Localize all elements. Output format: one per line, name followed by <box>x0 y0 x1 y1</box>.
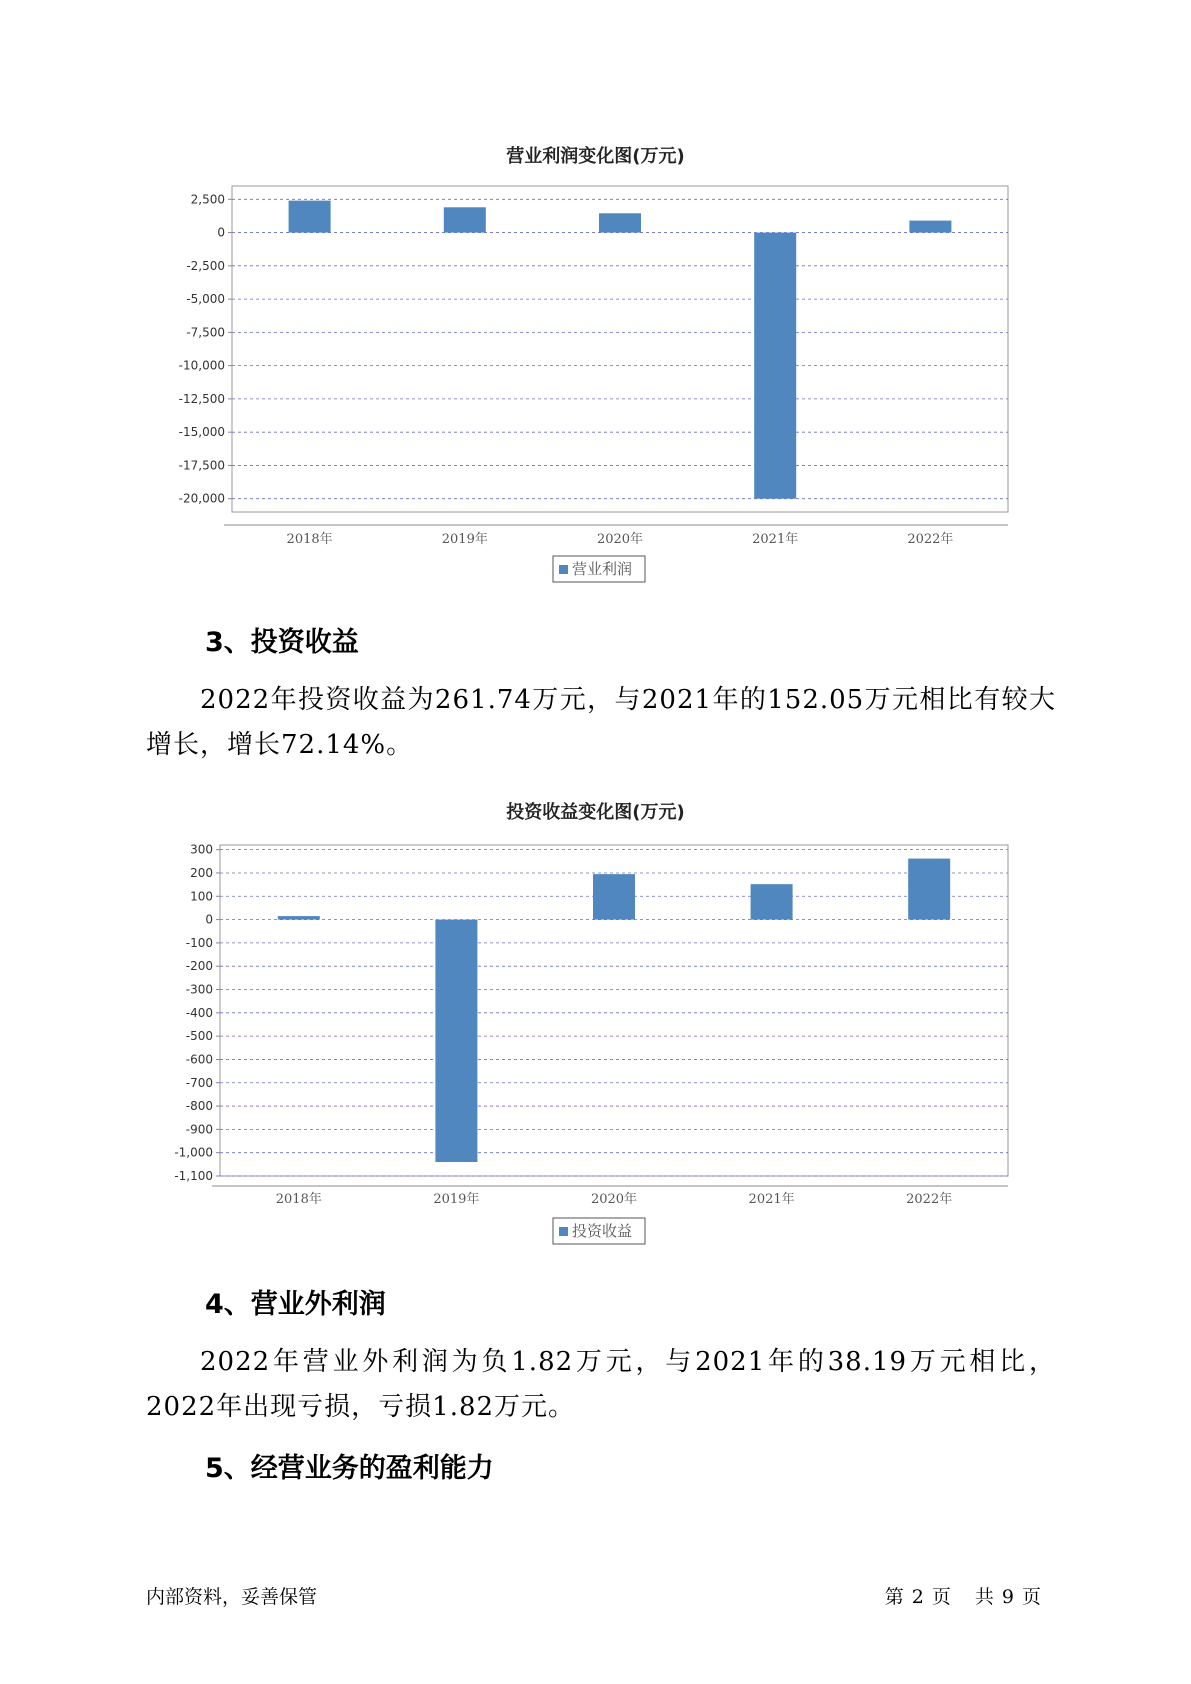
y-tick-label: 100 <box>190 889 213 904</box>
y-tick-label: 2,500 <box>190 192 225 207</box>
x-tick-label: 2019年 <box>433 1192 480 1207</box>
section-4-text: 2022年营业外利润为负1.82万元，与2021年的38.19万元相比，2022年出现亏损，亏损1.82万元。 <box>146 1347 1056 1422</box>
y-tick-label: -300 <box>185 982 213 997</box>
y-tick-label: -7,500 <box>186 325 225 340</box>
footer-confidential-note: 内部资料，妥善保管 <box>146 1586 318 1608</box>
y-tick-label: -2,500 <box>186 258 225 273</box>
y-tick-label: 300 <box>190 842 213 857</box>
y-tick-label: -20,000 <box>178 491 225 506</box>
footer-total-label: 共 <box>974 1586 994 1608</box>
bar-2022年 <box>908 859 950 920</box>
y-tick-label: 200 <box>190 865 213 880</box>
x-tick-label: 2018年 <box>275 1192 322 1207</box>
x-tick-label: 2022年 <box>906 1192 953 1207</box>
y-tick-label: -600 <box>185 1052 213 1067</box>
footer-total-pages: 9 <box>1001 1586 1014 1608</box>
footer-page-number: 2 <box>911 1586 924 1608</box>
y-tick-label: -1,000 <box>174 1145 213 1160</box>
x-tick-label: 2021年 <box>748 1192 795 1207</box>
footer-total-unit: 页 <box>1021 1586 1041 1608</box>
x-tick-label: 2018年 <box>286 532 333 547</box>
bar-2018年 <box>278 916 320 919</box>
section-4-heading: 4、营业外利润 <box>205 1289 386 1320</box>
legend-label: 投资收益 <box>572 1222 633 1240</box>
section-5-heading: 5、经营业务的盈利能力 <box>205 1453 494 1484</box>
bar-2021年 <box>751 884 793 919</box>
y-tick-label: -12,500 <box>178 391 225 406</box>
x-tick-label: 2022年 <box>907 532 954 547</box>
x-tick-label: 2019年 <box>441 532 488 547</box>
bar-2019年 <box>435 920 477 1162</box>
footer-page-label: 第 <box>884 1586 904 1608</box>
chart-2-title: 投资收益变化图(万元) <box>506 802 685 823</box>
y-tick-label: -200 <box>185 959 213 974</box>
bar-2020年 <box>593 874 635 919</box>
x-tick-label: 2020年 <box>590 1192 638 1207</box>
y-tick-label: -15,000 <box>178 425 225 440</box>
y-tick-label: -900 <box>185 1122 213 1137</box>
y-tick-label: 0 <box>217 225 225 240</box>
y-tick-label: -1,100 <box>174 1169 213 1183</box>
x-tick-label: 2020年 <box>596 532 644 547</box>
y-tick-label: -700 <box>185 1075 213 1090</box>
y-tick-label: -5,000 <box>186 292 225 307</box>
y-tick-label: -800 <box>185 1099 213 1114</box>
legend-label: 营业利润 <box>572 560 633 578</box>
x-tick-label: 2021年 <box>752 532 799 547</box>
y-tick-label: -10,000 <box>178 358 225 373</box>
footer-page-info <box>881 1582 1045 1609</box>
section-3-text: 2022年投资收益为261.74万元，与2021年的152.05万元相比有较大增长，增长72.14%。 <box>146 685 1056 760</box>
section-3-heading: 3、投资收益 <box>205 627 359 658</box>
y-tick-label: 0 <box>205 912 213 927</box>
footer-page-unit: 页 <box>931 1586 951 1608</box>
y-tick-label: -500 <box>185 1029 213 1044</box>
y-tick-label: -400 <box>185 1005 213 1020</box>
y-tick-label: -100 <box>185 935 213 950</box>
chart-1-title: 营业利润变化图(万元) <box>506 146 685 167</box>
legend-swatch <box>559 1227 568 1236</box>
y-tick-label: -17,500 <box>178 458 225 473</box>
